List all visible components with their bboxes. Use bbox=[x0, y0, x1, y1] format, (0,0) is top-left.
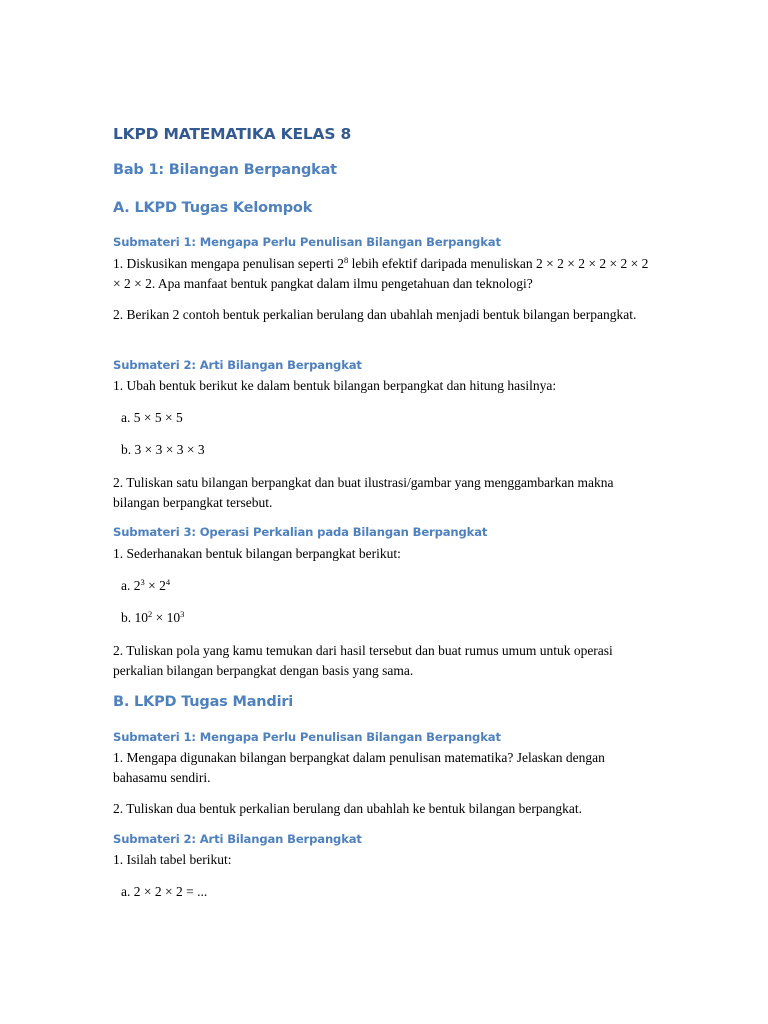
exponent: 8 bbox=[343, 255, 349, 265]
item-label: a. bbox=[121, 578, 134, 593]
operator: × bbox=[152, 610, 167, 625]
base: 2 bbox=[159, 578, 166, 593]
section-b-sub1-question-2: 2. Tuliskan dua bentuk perkalian berulang dan ubahlah ke bentuk bilangan berpangkat. bbox=[113, 801, 583, 816]
section-a-sub3-question-2: 2. Tuliskan pola yang kamu temukan dari hasil tersebut dan buat rumus umum untuk operasi perkalian bilangan berpangkat dengan basis yang sama. bbox=[113, 643, 613, 678]
document-title: LKPD MATEMATIKA KELAS 8 bbox=[113, 125, 352, 143]
section-b-sub1-heading: Submateri 1: Mengapa Perlu Penulisan Bilangan Berpangkat bbox=[113, 730, 501, 744]
operator: × bbox=[144, 578, 160, 593]
exponent: 2 bbox=[148, 609, 153, 619]
base: 10 bbox=[134, 610, 148, 625]
exponent: 3 bbox=[140, 577, 145, 587]
section-a-sub2-question-1: 1. Ubah bentuk berikut ke dalam bentuk bilangan berpangkat dan hitung hasilnya: bbox=[113, 378, 557, 393]
section-a-sub2-question-1b: b. 3 × 3 × 3 × 3 bbox=[121, 442, 205, 457]
section-b-sub2-question-1a: a. 2 × 2 × 2 = ... bbox=[121, 884, 208, 899]
section-a-sub1-question-1 bbox=[113, 254, 658, 293]
section-a-sub2-question-1a: a. 5 × 5 × 5 bbox=[121, 410, 183, 425]
section-a-sub3-heading: Submateri 3: Operasi Perkalian pada Bilangan Berpangkat bbox=[113, 525, 488, 539]
section-a-sub1-heading: Submateri 1: Mengapa Perlu Penulisan Bilangan Berpangkat bbox=[113, 235, 501, 249]
base: 10 bbox=[166, 610, 181, 625]
section-b-heading: B. LKPD Tugas Mandiri bbox=[113, 694, 294, 710]
section-b-sub2-question-1: 1. Isilah tabel berikut: bbox=[113, 852, 232, 867]
section-a-sub2-question-2: 2. Tuliskan satu bilangan berpangkat dan buat ilustrasi/gambar yang menggambarkan makna bilangan berpangkat tersebut. bbox=[113, 475, 614, 510]
section-a-sub3-question-1b bbox=[121, 608, 666, 628]
section-b-sub1-question-1: 1. Mengapa digunakan bilangan berpangkat dalam penulisan matematika? Jelaskan dengan bahasamu sendiri. bbox=[113, 750, 605, 785]
item-label: b. bbox=[121, 610, 135, 625]
section-b-sub2-heading: Submateri 2: Arti Bilangan Berpangkat bbox=[113, 832, 362, 846]
section-a-sub1-question-2: 2. Berikan 2 contoh bentuk perkalian berulang dan ubahlah menjadi bentuk bilangan berpangkat. bbox=[113, 307, 637, 322]
section-a-sub3-question-1a bbox=[121, 576, 666, 596]
chapter-heading: Bab 1: Bilangan Berpangkat bbox=[113, 162, 337, 178]
base: 2 bbox=[133, 578, 141, 593]
question-text: lebih efektif daripada menuliskan 2 × 2 × 2 × 2 × 2 × 2 × 2 × 2. Apa manfaat bentuk pangkat dalam ilmu pengetahuan dan teknologi? bbox=[113, 256, 649, 291]
question-text: 1. Diskusikan mengapa penulisan seperti 2 bbox=[113, 256, 344, 271]
exponent: 3 bbox=[180, 609, 185, 619]
section-a-sub3-question-1: 1. Sederhanakan bentuk bilangan berpangkat berikut: bbox=[113, 546, 401, 561]
section-a-heading: A. LKPD Tugas Kelompok bbox=[113, 200, 313, 216]
exponent: 4 bbox=[165, 577, 171, 587]
section-a-sub2-heading: Submateri 2: Arti Bilangan Berpangkat bbox=[113, 358, 362, 372]
